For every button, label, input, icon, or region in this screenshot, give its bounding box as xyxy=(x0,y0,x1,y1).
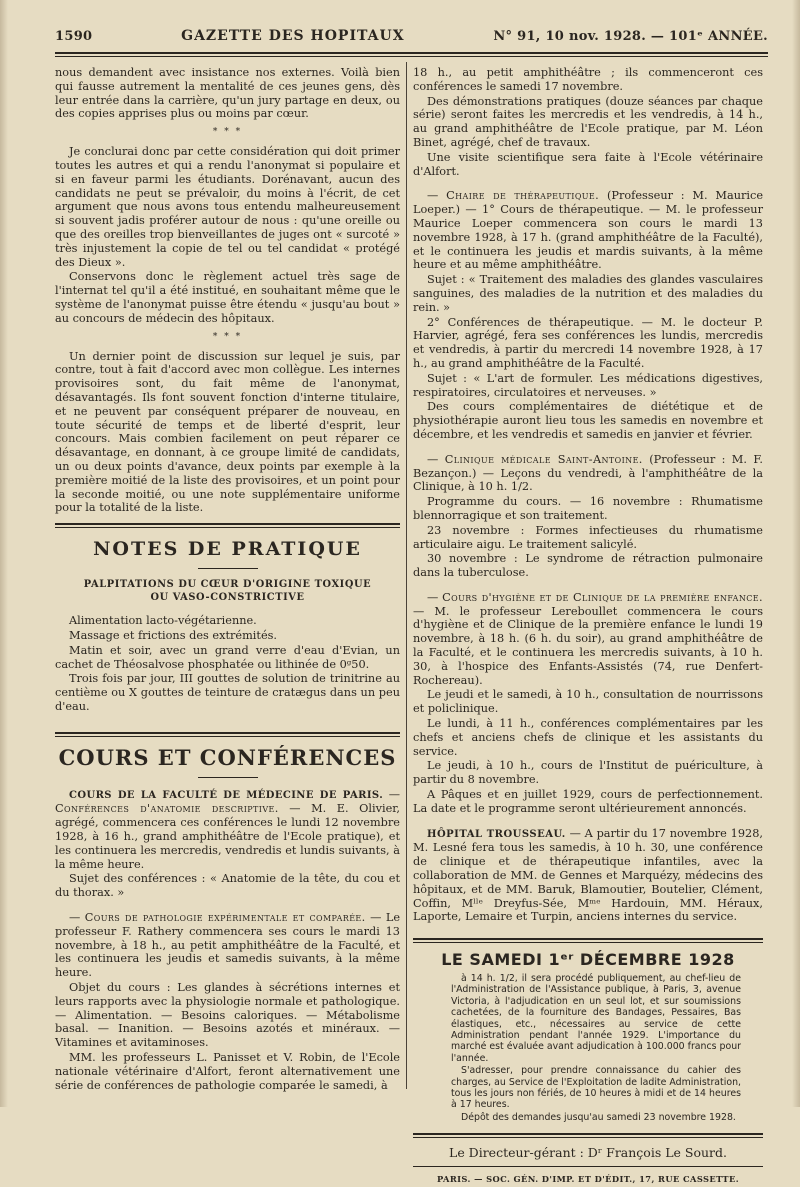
paragraph: Des démonstrations pratiques (douze séances par chaque série) seront faites les mercredis et les vendredis, à 14 h., au grand amphithéâtre de l'Ecole pratique, par M. Léon Binet, agrégé, chef de travaux. xyxy=(413,94,763,149)
paragraph: 18 h., au petit amphithéâtre ; ils commenceront ces conférences le samedi 17 novembre. xyxy=(413,66,763,93)
hygiene-text: — M. le professeur Lereboullet commencera le cours d'hygiène et de Clinique de la première enfance le lundi 19 novembre, à 18 h. (6 h. du soir), au grand amphithéâtre de la Faculté, et le continuera les mercredis suivants, à 10 h. 30, à l'hospice des Enfants-Assistés (74, rue Denfert-Rochereau). xyxy=(413,604,763,687)
chaire-text: — M. le professeur Maurice Loeper commencera son cours le mardi 13 novembre 1928, à 17 h. (grand amphithéâtre de la Faculté), et le continuera les jeudis et mardis suivants, à la même heure et au même amphithéâtre. xyxy=(413,203,763,272)
adjudication-notice xyxy=(413,950,763,1123)
page-fold-right xyxy=(792,0,800,1107)
cours-subject: Sujet des conférences : « Anatomie de la tête, du cou et du thorax. » xyxy=(55,872,400,900)
right-column: 18 h., au petit amphithéâtre ; ils commenceront ces conférences le samedi 17 novembre. Des démonstrations pratiques (douze séances par chaque série) seront faites les mercredis et les vendredis, à 14 h., au grand amphithéâtre de l'Ecole pratique, par M. Léon Binet, agrégé, chef de travaux. Une visite scientifique sera faite à l'Ecole vétérinaire d'Alfort. — Chaire de thérapeutique. (Professeur : M. Maurice Loeper.) — 1° Cours de thérapeutique. — M. le professeur Maurice Loeper commencera son cours le mardi 13 novembre 1928, à 17 h. (grand amphithéâtre de la Faculté), et le continuera les jeudis et mardis suivants, à la même heure et au même amphithéâtre. Sujet : « Traitement des maladies des glandes vasculaires sanguines, des maladies de la nutrition et des maladies du rein. » 2° Conférences de thérapeutique. — M. le docteur P. Harvier, agrégé, fera ses conférences les lundis, mercredis et vendredis, à partir du mercredi 14 novembre 1928, à 17 h., au grand amphithéâtre de la Faculté. Sujet : « L'art de formuler. Les médications digestives, respiratoires, circulatoires et nerveuses. » Des cours complémentaires de diététique et de physiothérapie auront lieu tous les samedis en novembre et décembre, et les vendredis et samedis en janvier et février. — Clinique médicale Saint-Antoine. (Professeur : M. F. Bezançon.) — Leçons du vendredi, à l'amphithéâtre de la Clinique, à 10 h. 1/2. Programme du cours. — 16 novembre : Rhumatisme blennorragique et son traitement. 23 novembre : Formes infectieuses du rhumatisme articulaire aigu. Le traitement salicylé. 30 novembre : Le syndrome de rétraction pulmonaire dans la tuberculose. — Cours d'hygiène et de Clinique de la première enfance. — M. le professeur Lereboullet commencera le cours d'hygiène et de Clinique de la première enfance le lundi 19 novembre, à 18 h. (6 h. du soir), au grand amphithéâtre de la Faculté, et le continuera les mercredis suivants, à 10 h. 30, à l'hospice des Enfants-Assistés (74, rue Denfert-Rochereau). Le jeudi et le samedi, à 10 h., consultation de nourrissons et policlinique. Le lundi, à 11 h., conférences complémentaires par les chefs et anciens chefs de clinique et les assistants du service. Le jeudi, à 10 h., cours de l'Institut de puériculture, à partir du 8 novembre. A Pâques et en juillet 1929, cours de perfectionnement. La date et le programme seront ultérieurement annoncés. HÔPITAL TROUSSEAU. — A partir du 17 novembre 1928, M. Lesné fera tous les samedis, à 10 h. 30, une conférence de clinique et de thérapeutique infantiles, avec la collaboration de MM. de Gennes et Marquézy, médecins des hôpitaux, et de MM. Baruk, Blamoutier, Boutelier, Clément, Coffin, Mˡˡᵉ Dreyfus-Sée, Mᵐᵉ Hardouin, MM. Héraux, Laporte, Lemaire et Turpin, anciens internes du service. LE SAMEDI 1ᵉʳ DÉCEMBRE 1928 à 14 h. 1/2, il sera procédé publiquement, au chef-lieu de l'Administration de l'Assistance publique, à Paris, 3, avenue Victoria, à l'adjudication en un seul lot, et sur soumissions cachetées, de la fourniture des Bandages, Pessaires, Bas élastiques, etc., nécessaires au service de cette Administration pendant l'année 1929. L'importance du marché est évaluée avant adjudication à 100.000 francs pour l'année. S'adresser, pour prendre connaissance du cahier des charges, au Service de l'Exploitation de ladite Administration, tous les jours non fériés, de 10 heures à midi et de 14 heures à 17 heures. Dépôt des demandes jusqu'au samedi 23 novembre 1928. Le Directeur-gérant : Dʳ François Le Sourd. PARIS. — SOC. GÉN. D'IMP. ET D'ÉDIT., 17, RUE CASSETTE. xyxy=(413,66,763,1187)
clinique-text: (Professeur : M. F. Bezançon.) — Leçons du vendredi, à l'amphithéâtre de la Clinique, à 10 h. 1/2. xyxy=(413,452,763,494)
hopital-heading: HÔPITAL TROUSSEAU. xyxy=(427,828,566,840)
page-header xyxy=(55,28,768,50)
section-separator xyxy=(55,732,400,737)
notice-paragraph: Dépôt des demandes jusqu'au samedi 23 novembre 1928. xyxy=(461,1111,736,1123)
title-rule xyxy=(198,568,258,569)
chaire-subject: Sujet : « Traitement des maladies des glandes vasculaires sanguines, des maladies de la nutrition et des maladies du rein. » xyxy=(413,273,763,314)
paragraph: Le lundi, à 11 h., conférences complémentaires par les chefs et anciens chefs de clinique et les assistants du service. xyxy=(413,717,763,758)
section-title-cours: COURS ET CONFÉRENCES xyxy=(58,744,397,770)
cours-object: Objet du cours : Les glandes à sécrétions internes et leurs rapports avec la physiologie normale et pathologique. — Alimentation. — Besoins caloriques. — Métabolisme basal. — Inanition. — Besoins azotés et minéraux. — Vitamines et avitaminoses. xyxy=(55,981,400,1050)
section-separator xyxy=(413,938,763,943)
paragraph: Le jeudi, à 10 h., cours de l'Institut de puériculture, à partir du 8 novembre. xyxy=(413,759,763,787)
paragraph: Des cours complémentaires de diététique et de physiothérapie auront lieu tous les samedis en novembre et décembre, et les vendredis et samedis en janvier et février. xyxy=(413,400,763,441)
note-item: Massage et frictions des extrémités. xyxy=(69,628,278,642)
section-title-notes: NOTES DE PRATIQUE xyxy=(93,538,362,561)
director-line: Le Directeur-gérant : Dʳ François Le Sourd. xyxy=(449,1145,727,1161)
clinique-item: 23 novembre : Formes infectieuses du rhumatisme articulaire aigu. Le traitement salicylé. xyxy=(413,523,763,551)
imprint-line: PARIS. — SOC. GÉN. D'IMP. ET D'ÉDIT., 17, RUE CASSETTE. xyxy=(436,1174,740,1185)
notes-subtitle xyxy=(55,579,400,604)
clinique-item: 30 novembre : Le syndrome de rétraction pulmonaire dans la tuberculose. xyxy=(413,552,763,580)
note-item: Trois fois par jour, III gouttes de solution de trinitrine au centième ou X gouttes de teinture de cratægus dans un peu d'eau. xyxy=(55,672,400,713)
paragraph: A Pâques et en juillet 1929, cours de perfectionnement. La date et le programme seront ultérieurement annoncés. xyxy=(413,788,763,815)
hopital-text: — A partir du 17 novembre 1928, M. Lesné fera tous les samedis, à 10 h. 30, une conférence de clinique et de thérapeutique infantiles, avec la collaboration de MM. de Gennes et Marquézy, médecins des hôpitaux, et de MM. Baruk, Blamoutier, Boutelier, Clément, Coffin, Mˡˡᵉ Dreyfus-Sée, Mᵐᵉ Hardouin, MM. Héraux, Laporte, Lemaire et Turpin, anciens internes du service. xyxy=(413,826,763,924)
paragraph: Le jeudi et le samedi, à 10 h., consultation de nourrissons et policlinique. xyxy=(413,688,763,716)
chaire-heading: Chaire de thérapeutique. xyxy=(446,189,600,203)
page-fold-left xyxy=(0,0,8,1107)
notice-title: LE SAMEDI 1ᵉʳ DÉCEMBRE 1928 xyxy=(441,950,735,970)
header-rule xyxy=(55,52,768,57)
paragraph: Sujet : « L'art de formuler. Les médications digestives, respiratoires, circulatoires et nerveuses. » xyxy=(413,371,763,399)
section-stars: * * * xyxy=(212,331,243,342)
thin-rule xyxy=(413,1166,763,1167)
notice-body xyxy=(413,973,763,1123)
cours-heading: COURS DE LA FACULTÉ DE MÉDECINE DE PARIS. xyxy=(69,789,384,801)
clinique-heading: Clinique médicale Saint-Antoine. xyxy=(444,452,643,466)
left-column: nous demandent avec insistance nos externes. Voilà bien qui fausse autrement la mentalité de ces jeunes gens, dès leur entrée dans la carrière, qu'un jury partage en deux, ou des copies apprises plus ou moins par cœur. * * * Je conclurai donc par cette considération qui doit primer toutes les autres et qui a rendu l'anonymat si populaire et si en faveur parmi les étudiants. Dorénavant, aucun des candidats ne peut se prévaloir, du moins à l'écrit, de cet argument que nous avons tous entendu malheureusement si souvent jadis proférer autour de nous : qu'une oreille ou que des oreilles trop bienveillantes de juges ont « surcoté » très injustement la copie de tel ou tel candidat « protégé des Dieux ». Conservons donc le règlement actuel très sage de l'internat tel qu'il a été institué, en souhaitant même que le système de l'anonymat puisse être étendu « jusqu'au bout » au concours de médecin des hôpitaux. * * * Un dernier point de discussion sur lequel je suis, par contre, tout à fait d'accord avec mon collègue. Les internes provisoires sont, du fait même de l'anonymat, désavantagés. Ils font souvent fonction d'interne titulaire, et ne peuvent par conséquent préparer de nouveau, en toute sécurité de temps et de liberté d'esprit, leur concours. Mais combien facilement on peut réparer ce désavantage, en donnant, à ce groupe limité de candidats, un ou deux points d'avance, deux points par exemple à la première moitié de la liste des provisoires, et un point pour la seconde moitié, ou une note supplémentaire uniforme pour la totalité de la liste. NOTES DE PRATIQUE PALPITATIONS DU CŒUR D'ORIGINE TOXIQUE OU VASO-CONSTRICTIVE Alimentation lacto-végétarienne. Massage et frictions des extrémités. Matin et soir, avec un grand verre d'eau d'Evian, un cachet de Théosalvose phosphatée ou lithinée de 0ᵍ50. Trois fois par jour, III gouttes de solution de trinitrine au centième ou X gouttes de teinture de cratægus dans un peu d'eau. COURS ET CONFÉRENCES COURS DE LA FACULTÉ DE MÉDECINE DE PARIS. — Conférences d'anatomie descriptive. — M. E. Olivier, agrégé, commencera ces conférences le lundi 12 novembre 1928, à 16 h., grand amphithéâtre de l'Ecole pratique), et les continuera les mercredis, vendredis et lundis suivants, à la même heure. Sujet des conférences : « Anatomie de la tête, du cou et du thorax. » — Cours de pathologie expérimentale et comparée. — Le professeur F. Rathery commencera ses cours le mardi 13 novembre, à 18 h., au petit amphithéâtre de la Faculté, et les continuera les jeudis et samedis suivants, à la même heure. Objet du cours : Les glandes à sécrétions internes et leurs rapports avec la physiologie normale et pathologique. — Alimentation. — Besoins caloriques. — Métabolisme basal. — Inanition. — Besoins azotés et minéraux. — Vitamines et avitaminoses. MM. les professeurs L. Panisset et V. Robin, de l'Ecole nationale vétérinaire d'Alfort, feront alternativement une série de conférences de pathologie comparée le samedi, à xyxy=(55,66,401,1092)
notice-paragraph: à 14 h. 1/2, il sera procédé publiquement, au chef-lieu de l'Administration de l'Assistance publique, à Paris, 3, avenue Victoria, à l'adjudication en un seul lot, et sur soumissions cachetées, de la fourniture des Bandages, Pessaires, Bas élastiques, etc., nécessaires au service de cette Administration pendant l'année 1929. L'importance du marché est évaluée avant adjudication à 100.000 francs pour l'année. xyxy=(451,973,741,1064)
cours-text: MM. les professeurs L. Panisset et V. Robin, de l'Ecole nationale vétérinaire d'Alfort, feront alternativement une série de conférences de pathologie comparée le samedi, à xyxy=(55,1051,400,1092)
cours-subheading: Conférences d'anatomie descriptive. xyxy=(55,802,279,816)
paragraph: Un dernier point de discussion sur lequel je suis, par contre, tout à fait d'accord avec mon collègue. Les internes provisoires sont, du fait même de l'anonymat, désavantagés. Ils font souvent fonction d'interne titulaire, et ne peuvent par conséquent préparer de nouveau, en toute sécurité de temps et de liberté d'esprit, leur concours. Mais combien facilement on peut réparer ce désavantage, en donnant, à ce groupe limité de candidats, un ou deux points d'avance, deux points par exemple à la première moitié de la liste des provisoires, et un point pour la seconde moitié, ou une note supplémentaire uniforme pour la totalité de la liste. xyxy=(55,349,400,515)
cours-text: — M. E. Olivier, agrégé, commencera ces conférences le lundi 12 novembre 1928, à 16 h., grand amphithéâtre de l'Ecole pratique), et les continuera les mercredis, vendredis et lundis suivants, à la même heure. xyxy=(55,802,401,871)
clinique-program: Programme du cours. — 16 novembre : Rhumatisme blennorragique et son traitement. xyxy=(413,495,763,522)
chaire-prof: (Professeur : M. Maurice Loeper.) — 1° Cours de thérapeutique. xyxy=(413,189,763,217)
notes-subtitle-line1: PALPITATIONS DU CŒUR D'ORIGINE TOXIQUE xyxy=(83,579,372,591)
section-separator xyxy=(413,1133,763,1138)
cours-heading: Cours de pathologie expérimentale et comparée. xyxy=(84,911,366,925)
notes-subtitle-line2: OU VASO-CONSTRICTIVE xyxy=(150,591,305,603)
paragraph: Une visite scientifique sera faite à l'Ecole vétérinaire d'Alfort. xyxy=(413,150,763,178)
notice-paragraph: S'adresser, pour prendre connaissance du cahier des charges, au Service de l'Exploitation de ladite Administration, tous les jours non fériés, de 10 heures à midi et de 14 heures à 17 heures. xyxy=(451,1065,741,1111)
note-item: Alimentation lacto-végétarienne. xyxy=(69,614,257,628)
note-item: Matin et soir, avec un grand verre d'eau d'Evian, un cachet de Théosalvose phosphatée ou lithinée de 0ᵍ50. xyxy=(55,643,400,671)
section-stars: * * * xyxy=(212,127,243,138)
hygiene-heading: Cours d'hygiène et de Clinique de la première enfance. xyxy=(442,590,763,604)
journal-title: GAZETTE DES HOPITAUX xyxy=(181,28,405,44)
section-separator xyxy=(55,523,400,528)
paragraph: Conservons donc le règlement actuel très sage de l'internat tel qu'il a été institué, en souhaitant même que le système de l'anonymat puisse être étendu « jusqu'au bout » au concours de médecin des hôpitaux. xyxy=(55,270,400,325)
paragraph: nous demandent avec insistance nos externes. Voilà bien qui fausse autrement la mentalité de ces jeunes gens, dès leur entrée dans la carrière, qu'un jury partage en deux, ou des copies apprises plus ou moins par cœur. xyxy=(55,66,400,121)
issue-info: N° 91, 10 nov. 1928. — 101ᵉ ANNÉE. xyxy=(493,29,768,44)
cours-text: — Le professeur F. Rathery commencera ses cours le mardi 13 novembre, à 18 h., au petit amphithéâtre de la Faculté, et les continuera les jeudis et samedis suivants, à la même heure. xyxy=(55,911,401,980)
paragraph: 2° Conférences de thérapeutique. — M. le docteur P. Harvier, agrégé, fera ses conférences les lundis, mercredis et vendredis, à partir du mercredi 14 novembre 1928, à 17 h., au grand amphithéâtre de la Faculté. xyxy=(413,315,763,370)
page-number: 1590 xyxy=(55,29,93,44)
column-divider xyxy=(406,62,407,1089)
title-rule xyxy=(198,777,258,778)
paragraph: Je conclurai donc par cette considération qui doit primer toutes les autres et qui a rendu l'anonymat si populaire et si en faveur parmi les étudiants. Dorénavant, aucun des candidats ne peut se prévaloir, du moins à l'écrit, de cet argument que nous avons tous entendu malheureusement si souvent jadis proférer autour de nous : qu'une oreille ou que des oreilles trop bienveillantes de juges ont « surcoté » très injustement la copie de tel ou tel candidat « protégé des Dieux ». xyxy=(55,145,400,269)
